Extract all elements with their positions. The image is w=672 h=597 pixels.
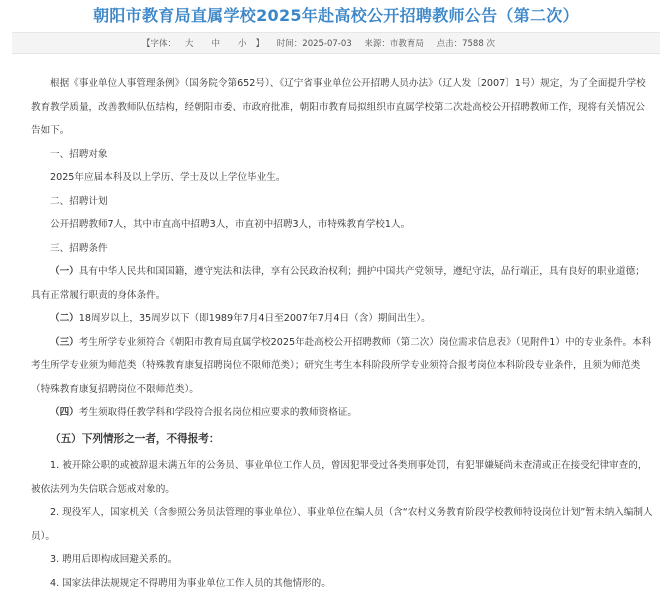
- condition-1-label: （一）: [50, 266, 79, 277]
- condition-2-text: 18周岁以上，35周岁以下（即1989年7月4日至2007年7月4日（含）期间出生）。: [78, 313, 431, 324]
- font-size-label: 【字体：: [142, 39, 177, 49]
- condition-2-label: （二）: [50, 313, 79, 324]
- font-size-small-link[interactable]: 小: [238, 39, 247, 49]
- font-size-close: 】: [255, 39, 265, 49]
- publish-time: 时间：2025-07-03: [276, 39, 352, 49]
- font-size-medium-link[interactable]: 中: [211, 39, 221, 49]
- exclusion-item-2: 2. 现役军人，国家机关（含参照公务员法管理的事业单位）、事业单位在编人员（含“农村义务教育阶段学校教师特设岗位计划”暂未纳入编制人员）。: [31, 507, 653, 542]
- condition-4-text: 考生须取得任教学科和学段符合报名岗位相应要求的教师资格证。: [78, 407, 357, 418]
- condition-3-text: 考生所学专业须符合《朝阳市教育局直属学校2025年赴高校公开招聘教师（第二次）岗位需求信息表》（见附件1）中的专业条件。本科考生所学专业须为师范类（特殊教育康复招聘岗位不限师范类）；研究生考生本科阶段所学专业须符合报考岗位本科阶段专业条件，且须为师范类（特殊教育康复招聘岗位不限师范类）。: [31, 336, 652, 395]
- click-count: 点击：7588 次: [436, 39, 495, 49]
- exclusion-item-4: 4. 国家法律法规规定不得聘用为事业单位工作人员的其他情形的。: [50, 577, 331, 589]
- font-size-switcher: [142, 33, 264, 55]
- article-meta-bar: [12, 32, 660, 54]
- recruit-plan-text: 公开招聘教师7人，其中市直高中招聘3人，市直初中招聘3人，市特殊教育学校1人。: [50, 219, 411, 230]
- condition-4-paragraph: [31, 401, 653, 425]
- intro-paragraph: 根据《事业单位人事管理条例》（国务院令第652号）、《辽宁省事业单位公开招聘人员办法》（辽人发〔2007〕1号）规定，为了全面提升学校教育教学质量，改善教师队伍结构，经朝阳市委、市政府批准，朝阳市教育局拟组织市直属学校第二次赴高校公开招聘教师工作，现将有关情况公告如下。: [31, 78, 646, 136]
- condition-1-text: 具有中华人民共和国国籍，遵守宪法和法律，享有公民政治权利；拥护中国共产党领导，遵纪守法，品行端正，具有良好的职业道德；具有正常履行职责的身体条件。: [31, 266, 645, 301]
- condition-3-label: （三）: [50, 336, 79, 348]
- section-heading-recruit-target: 一、招聘对象: [50, 148, 108, 160]
- exclusion-item-1: 1. 被开除公职的或被辞退未满五年的公务员、事业单位工作人员，曾因犯罪受过各类刑事处罚，有犯罪嫌疑尚未查清或正在接受纪律审查的，被依法列为失信联合惩戒对象的。: [31, 460, 648, 495]
- article-title: 朝阳市教育局直属学校2025年赴高校公开招聘教师公告（第二次）: [93, 6, 579, 25]
- recruit-target-text: 2025年应届本科及以上学历、学士及以上学位毕业生。: [50, 172, 286, 183]
- section-heading-recruit-plan: 二、招聘计划: [50, 195, 108, 207]
- section-heading-recruit-conditions: 三、招聘条件: [50, 242, 108, 254]
- condition-3-paragraph: [31, 331, 653, 402]
- exclusion-item-3: 3. 聘用后即构成回避关系的。: [50, 554, 178, 565]
- condition-5-heading: （五）下列情形之一者，不得报考：: [50, 432, 220, 445]
- condition-1-paragraph: [31, 260, 653, 307]
- condition-4-label: （四）: [50, 407, 79, 418]
- article-source: 来源：市教育局: [364, 39, 424, 49]
- font-size-large-link[interactable]: 大: [185, 39, 194, 49]
- article-body: [31, 72, 653, 595]
- condition-2-paragraph: [31, 307, 653, 331]
